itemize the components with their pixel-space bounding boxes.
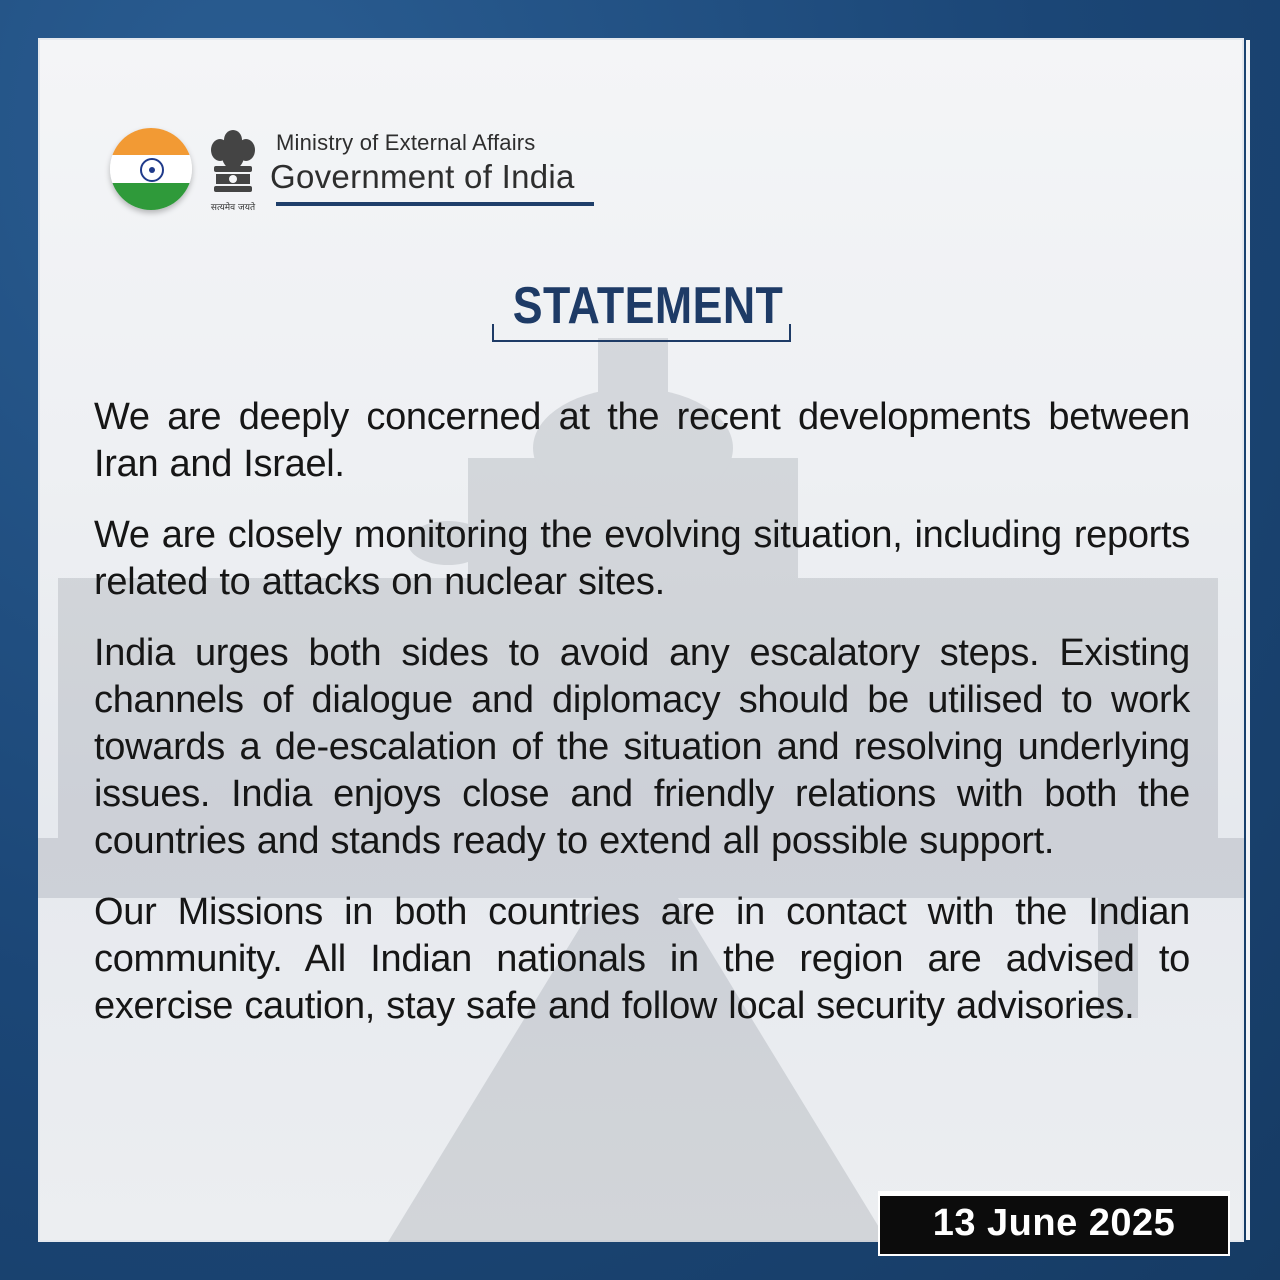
header-underline — [276, 202, 594, 206]
statement-body — [94, 394, 1190, 1054]
statement-heading — [492, 276, 789, 342]
statement-panel — [38, 38, 1244, 1242]
india-flag-icon — [110, 128, 192, 210]
emblem-motto: सत्यमेव जयते — [210, 203, 256, 213]
ministry-header — [110, 126, 630, 226]
paragraph-3: India urges both sides to avoid any escalatory steps. Existing channels of dialogue and diplomacy should be utilised to work towards a de-escalation of the situation and resolving underlying issues. India enjoys close and friendly relations with both the countries and stands ready to extend all possible support. — [94, 632, 1190, 862]
statement-date: 13 June 2025 — [932, 1202, 1176, 1244]
date-badge — [880, 1193, 1228, 1254]
government-name: Government of India — [270, 158, 575, 195]
paragraph-2: We are closely monitoring the evolving situation, including reports related to attacks on nuclear sites. — [94, 514, 1190, 603]
ministry-name: Ministry of External Affairs — [276, 130, 536, 155]
title-bracket — [492, 324, 791, 342]
statement-title: STATEMENT — [512, 277, 784, 335]
paragraph-4: Our Missions in both countries are in contact with the Indian community. All Indian nationals in the region are advised to exercise caution, stay safe and follow local security advisories. — [94, 891, 1190, 1027]
panel-edge-line — [1246, 40, 1250, 1240]
ashoka-chakra-icon — [140, 158, 164, 182]
paragraph-1: We are deeply concerned at the recent developments between Iran and Israel. — [94, 396, 1190, 485]
